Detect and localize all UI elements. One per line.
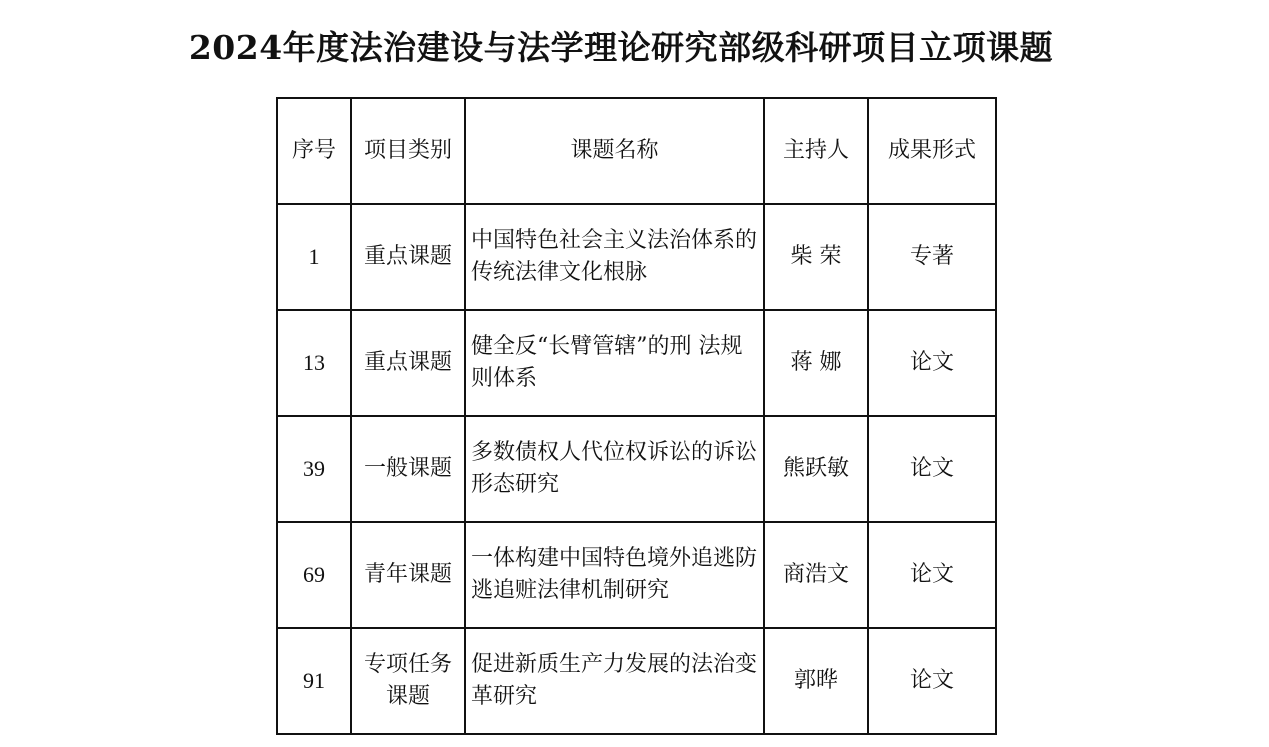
document-title: 2024年度法治建设与法学理论研究部级科研项目立项课题 (188, 28, 1054, 67)
table-row (277, 310, 996, 416)
row-topic: 多数债权人代位权诉讼的诉讼形态研究 (465, 416, 764, 522)
row-no: 13 (277, 310, 351, 416)
row-no: 39 (277, 416, 351, 522)
row-host: 柴 荣 (764, 204, 868, 310)
row-category: 一般课题 (351, 416, 465, 522)
row-form: 论文 (868, 628, 996, 734)
row-topic: 一体构建中国特色境外追逃防逃追赃法律机制研究 (465, 522, 764, 628)
table-row (277, 628, 996, 734)
row-topic: 中国特色社会主义法治体系的传统法律文化根脉 (465, 204, 764, 310)
header-topic: 课题名称 (465, 98, 764, 204)
row-host: 蒋 娜 (764, 310, 868, 416)
row-form: 专著 (868, 204, 996, 310)
row-host: 熊跃敏 (764, 416, 868, 522)
row-category: 青年课题 (351, 522, 465, 628)
row-category: 重点课题 (351, 204, 465, 310)
table-row (277, 204, 996, 310)
row-category: 重点课题 (351, 310, 465, 416)
row-host: 商浩文 (764, 522, 868, 628)
table-row (277, 416, 996, 522)
row-no: 1 (277, 204, 351, 310)
table-header-row (277, 98, 996, 204)
header-form: 成果形式 (868, 98, 996, 204)
row-no: 91 (277, 628, 351, 734)
row-topic: 促进新质生产力发展的法治变革研究 (465, 628, 764, 734)
header-category: 项目类别 (351, 98, 465, 204)
row-form: 论文 (868, 416, 996, 522)
row-host: 郭晔 (764, 628, 868, 734)
header-host: 主持人 (764, 98, 868, 204)
row-form: 论文 (868, 310, 996, 416)
row-form: 论文 (868, 522, 996, 628)
row-topic: 健全反“长臂管辖”的刑 法规则体系 (465, 310, 764, 416)
header-no: 序号 (277, 98, 351, 204)
row-category: 专项任务课题 (351, 628, 465, 734)
table-row (277, 522, 996, 628)
projects-table (276, 97, 997, 735)
row-no: 69 (277, 522, 351, 628)
